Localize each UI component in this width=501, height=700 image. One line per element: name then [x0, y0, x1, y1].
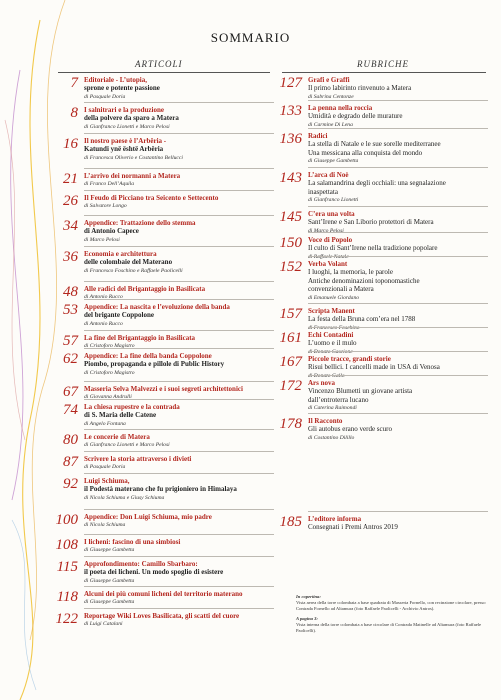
entry-author: di Giuseppe Gambetta	[84, 577, 135, 584]
entry-author: di Sabrina Centonze	[308, 93, 354, 100]
entry-separator	[84, 215, 274, 216]
page-number: 21	[63, 171, 78, 187]
entry-title: Scripta Manent	[308, 307, 355, 315]
entry-title: Il Racconto	[308, 417, 343, 425]
entry-author: di Giuseppe Gambetta	[84, 599, 135, 606]
note-label: In copertina:	[296, 594, 321, 599]
entry-content	[84, 403, 274, 428]
entry-title: La fine del Brigantaggio in Basilicata	[84, 334, 196, 342]
entry-line: Consegnati i Premi Antros 2019	[308, 523, 398, 532]
entry-author: di Antonio Rucco	[84, 294, 123, 301]
entry-content	[308, 417, 488, 442]
entry-line: I luoghi, la memoria, le parole	[308, 268, 393, 277]
entry-title: Luigi Schiuma,	[84, 477, 130, 485]
entry-content	[84, 538, 274, 555]
entry-author: di Francesco Foschino	[308, 324, 360, 331]
entry-line: sprone e potente passione	[84, 84, 160, 93]
entry-content	[84, 590, 274, 607]
page-number: 7	[70, 75, 78, 91]
page-number: 53	[63, 302, 78, 318]
entry-separator	[308, 128, 488, 129]
page-number: 67	[63, 384, 78, 400]
entry-separator	[84, 299, 274, 300]
entry-author: di Marco Pelosi	[84, 236, 120, 243]
entry-separator	[84, 133, 274, 134]
entry-line: La festa della Bruna com’era nel 1788	[308, 315, 416, 324]
entry-author: di Luigi Catalani	[84, 621, 123, 628]
page-number: 80	[63, 432, 78, 448]
entry-separator	[308, 167, 488, 168]
page-number: 150	[279, 235, 302, 251]
entry-content	[84, 560, 274, 585]
page-number: 108	[55, 537, 78, 553]
entry-author: di Emanuele Giordano	[308, 294, 360, 301]
page-number: 26	[63, 193, 78, 209]
page-number: 127	[279, 75, 302, 91]
page-number: 48	[63, 284, 78, 300]
entry-title: I licheni: fascino di una simbiosi	[84, 538, 181, 546]
entry-title: C’era una volta	[308, 210, 355, 218]
entry-title: I salnitrari e la produzione	[84, 106, 164, 114]
entry-title: Radici	[308, 132, 328, 140]
entry-content	[308, 260, 488, 302]
entry-separator	[84, 451, 274, 452]
entry-title: Editoriale - L’utopia,	[84, 76, 147, 84]
entry-title: La chiesa rupestre e la contrada	[84, 403, 180, 411]
entry-content	[84, 76, 274, 101]
entry-content	[308, 76, 488, 101]
entry-line: Umidità e degrado delle murature	[308, 112, 403, 121]
entry-title: Appendice: La nascita e l’evoluzione della banda	[84, 303, 230, 311]
entry-title: Alcuni dei più comuni licheni del territorio materano	[84, 590, 243, 598]
entry-line: Il culto di Sant’Irene nella tradizione popolare	[308, 244, 438, 253]
entry-author: di Raffaele Natale	[308, 253, 349, 260]
entry-title: Alle radici del Brigantaggio in Basilicata	[84, 285, 206, 293]
entry-line: La stella di Natale e le sue sorelle mediterranee	[308, 140, 441, 149]
entry-title: Grafi e Graffi	[308, 76, 350, 84]
entry-author: di Pasquale Doria	[84, 464, 126, 471]
entry-author: di Gianfranco Lionetti e Marco Pelosi	[84, 123, 170, 130]
page-number: 178	[279, 416, 302, 432]
entry-author: di Pasquale Doria	[84, 93, 126, 100]
entry-author: di Cristoforo Magistro	[84, 343, 135, 350]
page-number: 157	[279, 306, 302, 322]
entry-author: di Giuseppe Gambetta	[308, 158, 359, 165]
entry-line: Risui bellici. I cancelli made in USA di Venosa	[308, 363, 440, 372]
entry-separator	[308, 303, 488, 304]
entry-author: di Gianfranco Lionetti e Marco Pelosi	[84, 442, 170, 449]
entry-content	[308, 171, 488, 205]
entry-title: Piccole tracce, grandi storie	[308, 355, 391, 363]
entry-line: Piombo, propaganda e pillole di Public History	[84, 360, 225, 369]
entry-content	[84, 137, 274, 162]
entry-line: del brigante Coppolone	[84, 311, 155, 320]
entry-separator	[84, 102, 274, 103]
entry-line: L’uomo e il mulo	[308, 339, 357, 348]
page-number: 62	[63, 351, 78, 367]
entry-content	[308, 331, 488, 356]
entry-title: L’arca di Noè	[308, 171, 349, 179]
entry-author: di Carmine Di Lena	[308, 121, 353, 128]
page-number: 161	[279, 330, 302, 346]
note-paragraph	[296, 616, 486, 633]
entry-line: il Podestà materano che fu prigioniero in Himalaya	[84, 485, 237, 494]
entry-line: convenzionali a Matera	[308, 285, 374, 294]
entry-content	[84, 250, 274, 275]
note-text: Vista aerea della torre colombaia a base quadrata di Masseria Fornello, con recinzione circolare, presso Contrada Fornello ad Altamura (foto Raffaele Paolicelli - Archivio Antros).	[296, 599, 486, 611]
page-number: 145	[279, 209, 302, 225]
entry-line: Antiche denominazioni toponomastiche	[308, 276, 420, 285]
entry-title: Il Feudo di Picciano tra Seicento e Settecento	[84, 194, 219, 202]
entry-separator	[308, 100, 488, 101]
entry-separator	[84, 556, 274, 557]
page-number: 57	[63, 333, 78, 349]
entry-content	[84, 513, 274, 530]
page-number: 36	[63, 249, 78, 265]
entry-separator	[84, 534, 274, 535]
entry-author: di Cristoforo Magistro	[84, 369, 135, 376]
entry-title: Masseria Selva Malvezzi e i suoi segreti architettonici	[84, 385, 243, 393]
page-number: 122	[55, 611, 78, 627]
entry-separator	[84, 348, 274, 349]
entry-separator	[308, 413, 488, 414]
entry-content	[84, 194, 274, 211]
entry-author: di Salvatore Longo	[84, 203, 127, 210]
entry-title: L’editore informa	[308, 515, 362, 523]
entry-author: di Nicola Schiuma	[84, 522, 126, 529]
entry-separator	[308, 375, 488, 376]
entry-content	[84, 219, 274, 244]
entry-line: inaspettata	[308, 187, 338, 196]
entry-separator	[84, 429, 274, 430]
entry-content	[84, 433, 274, 450]
entry-author: di Donato Cascione	[308, 348, 353, 355]
entry-title: Reportage Wiki Loves Basilicata, gli scatti del cuore	[84, 612, 240, 620]
page-number: 152	[279, 259, 302, 275]
entry-separator	[84, 281, 274, 282]
page-number: 87	[63, 454, 78, 470]
entry-content	[308, 307, 488, 332]
entry-separator	[84, 399, 274, 400]
page-number: 16	[63, 136, 78, 152]
page-title: SOMMARIO	[210, 30, 291, 45]
entry-separator	[84, 608, 274, 609]
entry-separator	[84, 381, 274, 382]
entry-line: Il primo labirinto rinvenuto a Matera	[308, 84, 412, 93]
note-label: A pagina 3:	[296, 616, 318, 622]
entry-author: di Angelo Fontana	[84, 420, 126, 427]
entry-line: Sant’Irene e San Liborio protettori di Matera	[308, 218, 434, 227]
entry-content	[84, 172, 274, 189]
entry-separator	[308, 232, 488, 233]
entry-content	[84, 455, 274, 472]
entry-author: di Donato Gallo	[308, 372, 345, 379]
entry-author: di Giuseppe Gambetta	[84, 547, 135, 554]
entry-title: Scrivere la storia attraverso i divieti	[84, 455, 192, 463]
page-number: 74	[63, 402, 78, 418]
entry-line: di Antonio Capece	[84, 227, 139, 236]
entry-line: Una messicana alla conquista del mondo	[308, 148, 423, 157]
entry-author: di Antonio Rucco	[84, 320, 123, 327]
entry-separator	[84, 330, 274, 331]
page-number: 143	[279, 170, 302, 186]
entry-separator	[308, 511, 488, 512]
entry-content	[84, 612, 274, 629]
entry-title: Le concerie di Matera	[84, 433, 150, 441]
entry-author: di Costantino Dilillo	[308, 434, 355, 441]
page-number: 34	[63, 218, 78, 234]
entry-separator	[84, 473, 274, 474]
page-number: 100	[55, 512, 78, 528]
left-column-header: ARTICOLI	[135, 59, 183, 69]
entry-separator	[84, 246, 274, 247]
note-text: Vista interna della torre colombaia a base circolare di Contrada Matinelle ad Altamura (foto Raffaele Paolicelli).	[296, 622, 482, 633]
entry-title: Economia e architettura	[84, 250, 157, 258]
entry-author: di Caterina Raimondi	[308, 405, 357, 412]
page-number: 167	[279, 354, 302, 370]
page-number: 136	[279, 131, 302, 147]
entry-line: Katundi ynë është Arbëria	[84, 145, 164, 154]
entry-line: il poeta dei licheni. Un modo spoglio di esistere	[84, 568, 224, 577]
entry-title: Approfondimento: Camillo Sbarbaro:	[84, 560, 198, 568]
entry-content	[308, 515, 488, 532]
entry-line: delle colombaie del Materano	[84, 258, 173, 267]
entry-line: Gli autobus erano verde scuro	[308, 425, 392, 434]
entry-title: Echi Contadini	[308, 331, 354, 339]
entry-author: di Franco Dell’Aquila	[84, 181, 135, 188]
entry-separator	[308, 327, 488, 328]
entry-title: Verba Volant	[308, 260, 348, 268]
page-number: 172	[279, 378, 302, 394]
entry-content	[84, 352, 274, 377]
entry-separator	[84, 168, 274, 169]
entry-title: Appendice: Don Luigi Schiuma, mio padre	[84, 513, 212, 521]
page-number: 118	[56, 589, 78, 605]
entry-author: di Francesco Foschino e Raffaele Paolicelli	[84, 267, 183, 274]
entry-title: La penna nella roccia	[308, 104, 373, 112]
entry-title: Appendice: Trattazione dello stemma	[84, 219, 196, 227]
page-number: 8	[70, 105, 78, 121]
entry-line: della polvere da sparo a Matera	[84, 114, 179, 123]
entry-separator	[308, 206, 488, 207]
page-number: 133	[279, 103, 302, 119]
page-number: 92	[63, 476, 78, 492]
page-number: 185	[279, 514, 302, 530]
entry-title: Ars nova	[308, 379, 336, 387]
entry-line: dall’entroterra lucano	[308, 395, 369, 404]
entry-author: di Marco Pelosi	[308, 227, 344, 234]
entry-content	[308, 236, 488, 261]
note-paragraph	[296, 594, 486, 611]
entry-content	[84, 106, 274, 131]
right-header-rule	[282, 72, 486, 73]
entry-content	[308, 379, 488, 413]
entry-separator	[84, 509, 274, 510]
entry-title: Voce di Popolo	[308, 236, 353, 244]
entry-title: Il nostro paese è l’Arbëria -	[84, 137, 167, 145]
entry-author: di Giovanna Andrulli	[84, 394, 132, 401]
entry-title: Appendice: La fine della banda Coppolone	[84, 352, 212, 360]
entry-title: L’arrivo dei normanni a Matera	[84, 172, 181, 180]
left-header-rule	[58, 72, 270, 73]
right-column-header: RUBRICHE	[357, 59, 409, 69]
entry-separator	[308, 351, 488, 352]
entry-content	[308, 355, 488, 380]
entry-separator	[84, 190, 274, 191]
page-number: 115	[56, 559, 78, 575]
entry-author: di Francesca Oliverio e Costantino Bellucci	[84, 154, 183, 161]
entry-line: di S. Maria delle Catene	[84, 411, 157, 420]
entry-author: di Nicola Schiuma e Giusy Schiuma	[84, 494, 165, 501]
entry-line: La salamandrina degli occhiali: una segnalazione	[308, 179, 446, 188]
entry-content	[84, 303, 274, 328]
entry-author: di Gianfranco Lionetti	[308, 197, 359, 204]
entry-content	[84, 477, 274, 502]
entry-content	[308, 132, 488, 166]
entry-line: Vincenzo Blumetti un giovane artista	[308, 387, 413, 396]
entry-separator	[308, 256, 488, 257]
cover-notes	[296, 594, 486, 639]
entry-separator	[84, 586, 274, 587]
entry-content	[308, 104, 488, 129]
